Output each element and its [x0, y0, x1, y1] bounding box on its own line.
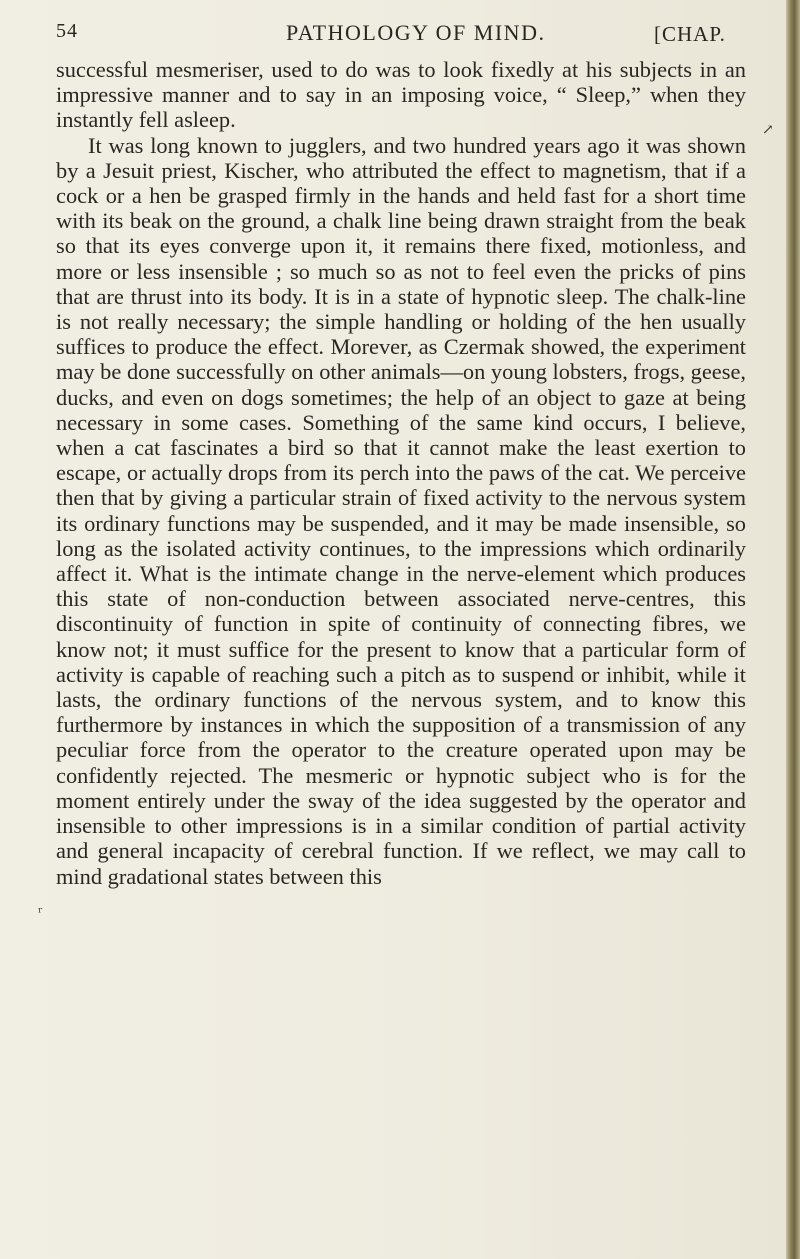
- page-edge-binding: [786, 0, 800, 1259]
- page-number: 54: [56, 20, 78, 42]
- paragraph-hypnotism: It was long known to jugglers, and two hundred years ago it was shown by a Jesuit priest, Kischer, who attributed the effect to magnetism, that if a cock or a hen be grasped firmly in the hands and held fast for a short time with its beak on the ground, a chalk line being drawn straight from the beak so that its eyes converge upon it, it remains there fixed, motionless, and more or less insensible ; so much so as not to feel even the pricks of pins that are thrust into its body. It is in a state of hypnotic sleep. The chalk-line is not really necessary; the simple handling or holding of the hen usually suffices to produce the effect. Morever, as Czermak showed, the experiment may be done successfully on other animals—on young lobsters, frogs, geese, ducks, and even on dogs sometimes; the help of an object to gaze at being necessary in some cases. Something of the same kind occurs, I believe, when a cat fascinates a bird so that it cannot make the least exertion to escape, or actually drops from its perch into the paws of the cat. We perceive then that by giving a particular strain of fixed activity to the nervous system its ordinary functions may be suspended, and it may be made insensible, so long as the isolated activity continues, to the impressions which ordinarily affect it. What is the intimate change in the nerve-element which produces this state of non-conduction between associated nerve-centres, this discontinuity of function in spite of continuity of connecting fibres, we know not; it must suffice for the present to know that a particular form of activity is capable of reaching such a pitch as to suspend or inhibit, while it lasts, the ordinary functions of the nervous system, and to know this furthermore by instances in which the supposition of a transmission of any peculiar force from the operator to the creature operated upon may be confidently rejected. The mesmeric or hypnotic subject who is for the moment entirely under the sway of the idea suggested by the operator and insensible to other impressions is in a similar condition of partial activity and general incapacity of cerebral function. If we reflect, we may call to mind gradational states between this: [56, 132, 746, 889]
- chapter-mark: [CHAP.: [654, 22, 726, 46]
- margin-pencil-mark-left: ʳ: [38, 905, 43, 921]
- paragraph-continuation: successful mesmeriser, used to do was to look fixedly at his subjects in an impressive manner and to say in an imposing voice, “ Sleep,” when they instantly fell asleep.: [56, 57, 746, 133]
- running-title: PATHOLOGY OF MIND.: [286, 20, 546, 45]
- body-text: [56, 57, 746, 889]
- margin-pencil-mark-right: ↗: [762, 122, 774, 138]
- running-header: [56, 20, 746, 54]
